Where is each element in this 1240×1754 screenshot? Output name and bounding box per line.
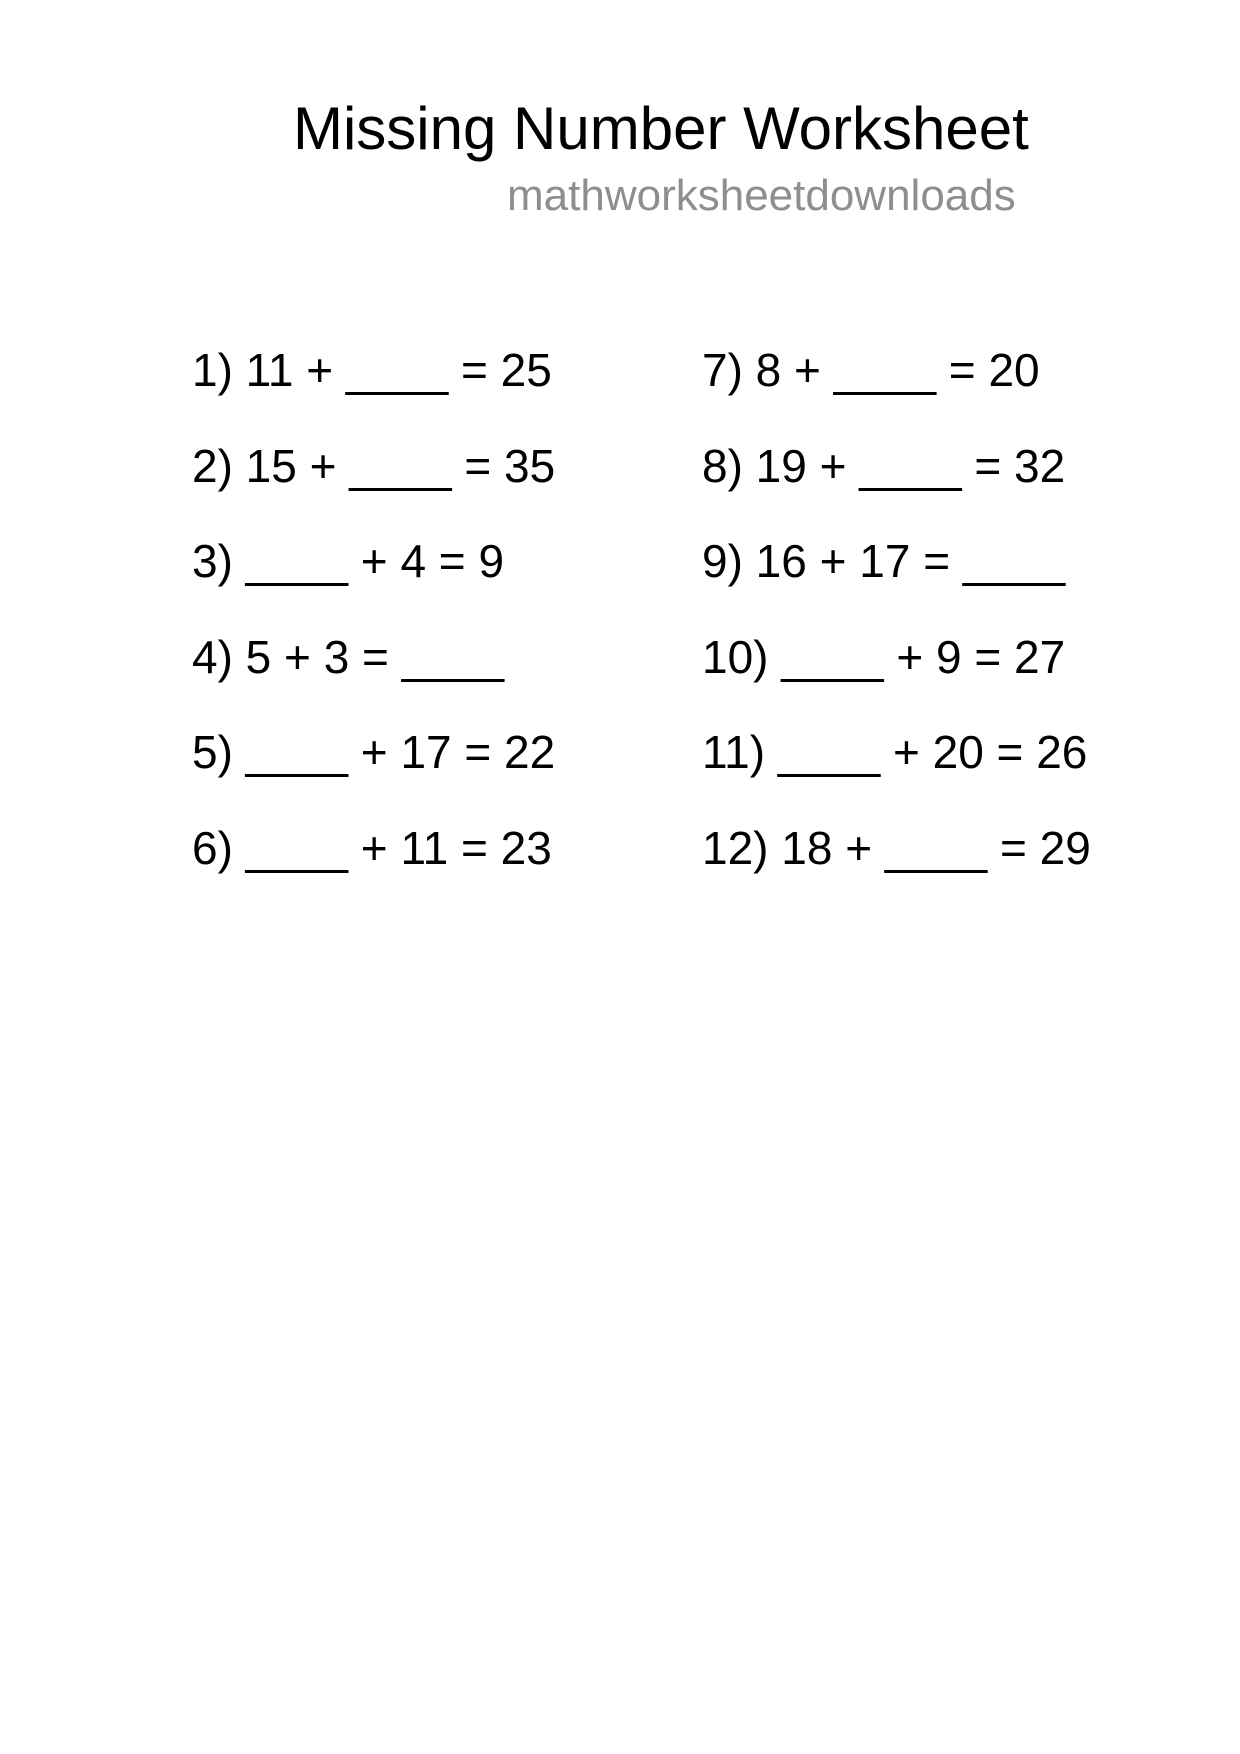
problem-4: 4) 5 + 3 = ____ xyxy=(192,630,505,683)
problem-3: 3) ____ + 4 = 9 xyxy=(192,535,505,587)
problem-8: 8) 19 + ____ = 32 xyxy=(702,439,1066,492)
problem-9: 9) 16 + 17 = ____ xyxy=(702,535,1066,587)
page-title: Missing Number Worksheet xyxy=(293,95,1029,162)
problem-5: 5) ____ + 17 = 22 xyxy=(192,726,556,778)
problem-2: 2) 15 + ____ = 35 xyxy=(192,439,556,492)
problem-6: 6) ____ + 11 = 23 xyxy=(192,821,552,874)
problem-7: 7) 8 + ____ = 20 xyxy=(702,344,1040,396)
problem-12: 12) 18 + ____ = 29 xyxy=(702,821,1091,874)
page-subtitle: mathworksheetdownloads xyxy=(507,171,1016,220)
problems-grid xyxy=(192,344,1091,920)
problem-10: 10) ____ + 9 = 27 xyxy=(702,630,1066,683)
problem-11: 11) ____ + 20 = 26 xyxy=(702,726,1088,778)
problem-1: 1) 11 + ____ = 25 xyxy=(192,344,552,396)
